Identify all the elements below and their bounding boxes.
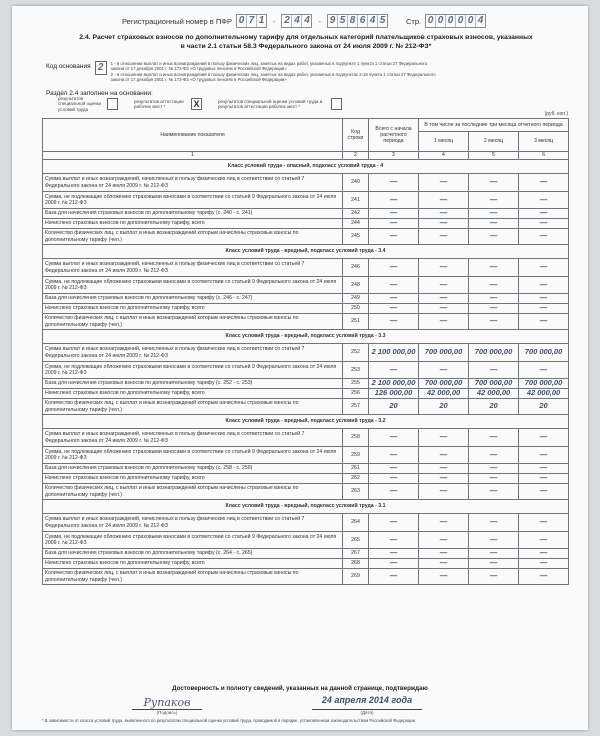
- value-cell[interactable]: —: [419, 192, 469, 209]
- row-code: 245: [343, 229, 369, 245]
- value-cell[interactable]: —: [369, 569, 419, 585]
- value-cell[interactable]: 700 000,00: [519, 379, 569, 389]
- digit-cell[interactable]: 4: [304, 15, 310, 26]
- razdel-option-label: результатов специальной оценки условий труда: [58, 96, 102, 112]
- value-cell[interactable]: —: [469, 294, 519, 304]
- value-cell[interactable]: —: [369, 304, 419, 314]
- value-cell[interactable]: —: [369, 464, 419, 474]
- value-cell[interactable]: —: [519, 294, 569, 304]
- table-row: [43, 259, 569, 277]
- date-value[interactable]: 24 апреля 2014 года: [321, 695, 413, 705]
- row-name: Начислено страховых взносов по дополнительному тарифу, всего: [43, 219, 343, 229]
- reg-dash: -: [272, 16, 276, 26]
- table-row: [43, 532, 569, 549]
- row-code: 244: [343, 219, 369, 229]
- value-cell[interactable]: —: [419, 532, 469, 549]
- section-title: Класс условий труда - вредный, подкласс условий труда - 3.4: [43, 245, 569, 259]
- digit-cell[interactable]: 5: [338, 15, 348, 27]
- row-name: Сумма, не подлежащие обложению страховыми взносами в соответствии со статьей 9 Федерального закона от 24 июля 2009 г. № 212-ФЗ: [43, 447, 343, 464]
- row-code: 241: [343, 192, 369, 209]
- header-total: Всего с начала расчетного периода: [369, 119, 419, 152]
- razdel-option-sout[interactable]: [58, 96, 118, 112]
- row-name: Начислено страховых взносов по дополнительному тарифу, всего: [43, 304, 343, 314]
- footnote: * В зависимости от класса условий труда, выявленного по результатам специальной оценки условий труда, проводимой в порядке, установленном законодательством Российской Федерации.: [42, 718, 417, 723]
- header-month-1: 1 месяц: [419, 132, 469, 152]
- row-code: 261: [343, 464, 369, 474]
- row-code: 240: [343, 174, 369, 192]
- digit-cell[interactable]: 9: [328, 15, 338, 27]
- form-page: [12, 6, 588, 730]
- digit-cell[interactable]: 0: [466, 15, 476, 27]
- row-name: База для начисления страховых взносов по дополнительному тарифу (с. 252 - с. 253): [43, 379, 343, 389]
- signature-caption: (Подпись): [132, 709, 202, 715]
- value-cell[interactable]: —: [369, 474, 419, 484]
- row-name: Количество физических лиц, с выплат и иных вознаграждений которым начислены страховые взносы по дополнительному тарифу (чел.): [43, 484, 343, 500]
- section-title: Класс условий труда - вредный, подкласс условий труда - 3.3: [43, 330, 569, 344]
- razdel-checkbox[interactable]: [331, 98, 342, 110]
- value-cell[interactable]: —: [519, 314, 569, 330]
- value-cell[interactable]: —: [419, 549, 469, 559]
- value-cell[interactable]: —: [469, 464, 519, 474]
- header-month-2: 2 месяц: [469, 132, 519, 152]
- value-cell[interactable]: —: [519, 229, 569, 245]
- page-number: [425, 14, 486, 28]
- basis-code-value[interactable]: 2: [95, 61, 107, 75]
- section-header-row: [43, 330, 569, 344]
- value-cell[interactable]: —: [369, 362, 419, 379]
- value-cell[interactable]: —: [469, 229, 519, 245]
- row-code: 257: [343, 399, 369, 415]
- value-cell[interactable]: —: [419, 447, 469, 464]
- row-name: Количество физических лиц, с выплат и иных вознаграждений которым начислены страховые взносы по дополнительному тарифу (чел.): [43, 314, 343, 330]
- row-name: База для начисления страховых взносов по дополнительному тарифу (с. 258 - с. 259): [43, 464, 343, 474]
- row-code: 242: [343, 209, 369, 219]
- row-name: Количество физических лиц, с выплат и иных вознаграждений которым начислены страховые взносы по дополнительному тарифу (чел.): [43, 229, 343, 245]
- date-caption: (Дата): [312, 709, 422, 715]
- page-label: Стр.: [405, 16, 422, 26]
- section-header-row: [43, 160, 569, 174]
- value-cell[interactable]: —: [469, 219, 519, 229]
- value-cell[interactable]: —: [369, 559, 419, 569]
- table-row: [43, 344, 569, 362]
- row-name: Количество физических лиц, с выплат и иных вознаграждений которым начислены страховые взносы по дополнительному тарифу (чел.): [43, 399, 343, 415]
- value-cell[interactable]: —: [369, 549, 419, 559]
- value-cell[interactable]: 2 100 000,00: [369, 379, 419, 389]
- table-row: [43, 362, 569, 379]
- value-cell[interactable]: —: [469, 514, 519, 532]
- row-name: Сумма выплат и иных вознаграждений, начисленных в пользу физических лиц в соответствии со статьей 7 Федерального закона от 24 июля 2009 г. № 212-ФЗ: [43, 429, 343, 447]
- value-cell[interactable]: —: [469, 192, 519, 209]
- razdel-option-label: результатов аттестации рабочих мест *: [134, 98, 184, 109]
- value-cell[interactable]: 700 000,00: [519, 344, 569, 362]
- table-row: [43, 209, 569, 219]
- header-name: Наименование показателя: [43, 119, 343, 152]
- table-row: [43, 464, 569, 474]
- value-cell[interactable]: —: [419, 362, 469, 379]
- digit-cell[interactable]: 1: [258, 15, 265, 26]
- value-cell[interactable]: —: [469, 559, 519, 569]
- row-code: 256: [343, 389, 369, 399]
- section-title: [42, 34, 570, 51]
- value-cell[interactable]: —: [519, 277, 569, 294]
- value-cell[interactable]: —: [519, 219, 569, 229]
- value-cell[interactable]: —: [369, 209, 419, 219]
- table-row: [43, 174, 569, 192]
- title-line-1: 2.4. Расчет страховых взносов по дополнительному тарифу для отдельных категорий плательщиков страховых взносов, указанных: [79, 34, 533, 41]
- value-cell[interactable]: —: [369, 514, 419, 532]
- digit-cell[interactable]: 5: [379, 15, 386, 26]
- row-code: 255: [343, 379, 369, 389]
- row-name: Количество физических лиц, с выплат и иных вознаграждений которым начислены страховые взносы по дополнительному тарифу (чел.): [43, 569, 343, 585]
- reg-group-2: [281, 14, 312, 28]
- table-row: [43, 484, 569, 500]
- value-cell[interactable]: —: [469, 429, 519, 447]
- value-cell[interactable]: 700 000,00: [469, 379, 519, 389]
- value-cell[interactable]: —: [369, 277, 419, 294]
- value-cell[interactable]: —: [519, 174, 569, 192]
- section-title: Класс условий труда - опасный, подкласс условий труда - 4: [43, 160, 569, 174]
- value-cell[interactable]: —: [469, 362, 519, 379]
- table-row: [43, 429, 569, 447]
- section-header-row: [43, 245, 569, 259]
- row-code: 252: [343, 344, 369, 362]
- header-code: Код строки: [343, 119, 369, 152]
- value-cell[interactable]: —: [469, 484, 519, 500]
- row-name: Сумма выплат и иных вознаграждений, начисленных в пользу физических лиц в соответствии со статьей 7 Федерального закона от 24 июля 2009 г. № 212-ФЗ: [43, 174, 343, 192]
- table-row: [43, 314, 569, 330]
- table-row: [43, 229, 569, 245]
- row-name: Сумма выплат и иных вознаграждений, начисленных в пользу физических лиц в соответствии со статьей 7 Федерального закона от 24 июля 2009 г. № 212-ФЗ: [43, 259, 343, 277]
- header-last3: В том числе за последние три месяца отчетного периода: [419, 119, 569, 132]
- value-cell[interactable]: —: [469, 314, 519, 330]
- value-cell[interactable]: 700 000,00: [419, 379, 469, 389]
- value-cell[interactable]: 700 000,00: [469, 344, 519, 362]
- section-header-row: [43, 415, 569, 429]
- value-cell[interactable]: —: [419, 559, 469, 569]
- row-code: 259: [343, 447, 369, 464]
- value-cell[interactable]: —: [419, 484, 469, 500]
- reg-group-3: [327, 14, 388, 28]
- digit-cell[interactable]: 8: [348, 15, 358, 27]
- value-cell[interactable]: 42 000,00: [469, 389, 519, 399]
- registration-number: [122, 14, 486, 28]
- table-row: [43, 514, 569, 532]
- value-cell[interactable]: —: [419, 474, 469, 484]
- col-number: 5: [469, 152, 519, 160]
- value-cell[interactable]: —: [369, 447, 419, 464]
- table-row: [43, 549, 569, 559]
- value-cell[interactable]: —: [519, 559, 569, 569]
- digit-cell[interactable]: 0: [426, 15, 436, 27]
- value-cell[interactable]: —: [369, 174, 419, 192]
- basis-option-1: 1 - в отношении выплат и иных вознаграждений в пользу физических лиц, занятых на видах работ, указанных в подпункте 1 пункта 1 статьи 27 Федерального закона от 17 декабря 2001 г. № 173-ФЗ «О трудовых пенсиях в Российской Федерации»: [110, 61, 428, 72]
- value-cell[interactable]: —: [469, 532, 519, 549]
- table-row: [43, 219, 569, 229]
- value-cell[interactable]: —: [369, 192, 419, 209]
- row-code: 262: [343, 474, 369, 484]
- row-code: 264: [343, 514, 369, 532]
- section-title: Класс условий труда - вредный, подкласс условий труда - 3.1: [43, 500, 569, 514]
- row-code: 263: [343, 484, 369, 500]
- value-cell[interactable]: —: [419, 259, 469, 277]
- razdel-option-label: результатов специальной оценки условий труда и результатов аттестации рабочих мест *: [218, 98, 323, 109]
- value-cell[interactable]: 42 000,00: [419, 389, 469, 399]
- col-number: 4: [419, 152, 469, 160]
- value-cell[interactable]: —: [469, 474, 519, 484]
- value-cell[interactable]: —: [519, 549, 569, 559]
- value-cell[interactable]: —: [369, 484, 419, 500]
- value-cell[interactable]: —: [469, 277, 519, 294]
- table-row: [43, 399, 569, 415]
- section-title: Класс условий труда - вредный, подкласс условий труда - 3.2: [43, 415, 569, 429]
- row-code: 251: [343, 314, 369, 330]
- razdel-label: Раздел 2.4 заполнен на основании:: [46, 90, 153, 97]
- value-cell[interactable]: —: [419, 304, 469, 314]
- row-name: Сумма выплат и иных вознаграждений, начисленных в пользу физических лиц в соответствии со статьей 7 Федерального закона от 24 июля 2009 г. № 212-ФЗ: [43, 344, 343, 362]
- value-cell[interactable]: 42 000,00: [519, 389, 569, 399]
- table-row: [43, 192, 569, 209]
- value-cell[interactable]: —: [419, 514, 469, 532]
- value-cell[interactable]: —: [469, 304, 519, 314]
- digit-cell[interactable]: 0: [456, 15, 466, 27]
- value-cell[interactable]: —: [519, 304, 569, 314]
- row-code: 253: [343, 362, 369, 379]
- value-cell[interactable]: 20: [519, 399, 569, 415]
- razdel-option-attestation[interactable]: [134, 96, 202, 112]
- section-header-row: [43, 500, 569, 514]
- row-name: База для начисления страховых взносов по дополнительному тарифу (с. 246 - с. 247): [43, 294, 343, 304]
- header-month-3: 3 месяц: [519, 132, 569, 152]
- digit-cell[interactable]: 0: [446, 15, 456, 27]
- digit-cell[interactable]: 4: [292, 15, 302, 27]
- value-cell[interactable]: —: [469, 569, 519, 585]
- value-cell[interactable]: —: [469, 174, 519, 192]
- reg-label: Регистрационный номер в ПФР: [122, 16, 232, 26]
- row-code: 269: [343, 569, 369, 585]
- value-cell[interactable]: —: [519, 484, 569, 500]
- value-cell[interactable]: —: [369, 429, 419, 447]
- value-cell[interactable]: —: [369, 314, 419, 330]
- row-code: 246: [343, 259, 369, 277]
- table-row: [43, 474, 569, 484]
- digit-cell[interactable]: 6: [358, 15, 368, 27]
- value-cell[interactable]: —: [369, 259, 419, 277]
- value-cell[interactable]: 20: [419, 399, 469, 415]
- value-cell[interactable]: —: [369, 532, 419, 549]
- currency-note: (руб. коп.): [544, 111, 568, 117]
- value-cell[interactable]: —: [469, 259, 519, 277]
- table-row: [43, 389, 569, 399]
- value-cell[interactable]: —: [519, 429, 569, 447]
- value-cell[interactable]: —: [469, 549, 519, 559]
- row-name: Начислено страховых взносов по дополнительному тарифу, всего: [43, 389, 343, 399]
- table-row: [43, 379, 569, 389]
- table-body: [43, 160, 569, 585]
- value-cell[interactable]: —: [419, 229, 469, 245]
- row-name: Сумма, не подлежащие обложению страховыми взносами в соответствии со статьей 9 Федерального закона от 24 июля 2009 г. № 212-ФЗ: [43, 192, 343, 209]
- value-cell[interactable]: —: [419, 429, 469, 447]
- value-cell[interactable]: —: [419, 294, 469, 304]
- value-cell[interactable]: —: [419, 569, 469, 585]
- value-cell[interactable]: —: [519, 514, 569, 532]
- value-cell[interactable]: —: [519, 569, 569, 585]
- row-name: База для начисления страховых взносов по дополнительному тарифу (с. 264 - с. 265): [43, 549, 343, 559]
- col-number: 3: [369, 152, 419, 160]
- row-name: База для начисления страховых взносов по дополнительному тарифу (с. 240 - с. 241): [43, 209, 343, 219]
- digit-cell[interactable]: 2: [282, 15, 292, 27]
- value-cell[interactable]: —: [419, 174, 469, 192]
- razdel-checkbox-checked[interactable]: X: [191, 98, 202, 110]
- value-cell[interactable]: —: [369, 229, 419, 245]
- row-code: 267: [343, 549, 369, 559]
- value-cell[interactable]: —: [519, 362, 569, 379]
- razdel-checkbox[interactable]: [107, 98, 118, 110]
- value-cell[interactable]: —: [519, 532, 569, 549]
- table-row: [43, 294, 569, 304]
- row-name: Начислено страховых взносов по дополнительному тарифу, всего: [43, 474, 343, 484]
- row-code: 248: [343, 277, 369, 294]
- digit-cell[interactable]: 4: [477, 15, 484, 26]
- razdel-options: [58, 96, 342, 112]
- col-number: 2: [343, 152, 369, 160]
- row-code: 265: [343, 532, 369, 549]
- digit-cell[interactable]: 0: [436, 15, 446, 27]
- table-row: [43, 277, 569, 294]
- razdel-option-both[interactable]: [218, 96, 342, 112]
- digit-cell[interactable]: 7: [247, 15, 257, 27]
- row-name: Начислено страховых взносов по дополнительному тарифу, всего: [43, 559, 343, 569]
- row-code: 268: [343, 559, 369, 569]
- basis-option-2: 2 - в отношении выплат и иных вознаграждений в пользу физических лиц, занятых на видах работ, указанных в подпунктах 2-18 пункта 1 статьи 27 Федерального закона от 17 декабря 2001 г. № 173-ФЗ «О трудовых пенсиях в Российской Федерации»: [110, 71, 436, 83]
- value-cell[interactable]: —: [519, 209, 569, 219]
- value-cell[interactable]: —: [419, 209, 469, 219]
- table-row: [43, 447, 569, 464]
- value-cell[interactable]: —: [519, 447, 569, 464]
- row-code: 250: [343, 304, 369, 314]
- value-cell[interactable]: —: [369, 294, 419, 304]
- row-name: Сумма, не подлежащие обложению страховыми взносами в соответствии со статьей 9 Федерального закона от 24 июля 2009 г. № 212-ФЗ: [43, 277, 343, 294]
- value-cell[interactable]: 126 000,00: [369, 389, 419, 399]
- value-cell[interactable]: 20: [469, 399, 519, 415]
- digit-cell[interactable]: 4: [368, 15, 378, 27]
- row-code: 258: [343, 429, 369, 447]
- value-cell[interactable]: —: [469, 209, 519, 219]
- row-code: 249: [343, 294, 369, 304]
- value-cell[interactable]: —: [369, 219, 419, 229]
- value-cell[interactable]: 20: [369, 399, 419, 415]
- row-name: Сумма, не подлежащие обложению страховыми взносами в соответствии со статьей 9 Федерального закона от 24 июля 2009 г. № 212-ФЗ: [43, 362, 343, 379]
- reg-group-1: [236, 14, 267, 28]
- value-cell[interactable]: —: [419, 464, 469, 474]
- table-row: [43, 304, 569, 314]
- contribution-table: [42, 118, 569, 585]
- basis-code-options: [111, 61, 441, 83]
- value-cell[interactable]: 700 000,00: [419, 344, 469, 362]
- col-number: 1: [43, 152, 343, 160]
- basis-code-label: Код основания: [46, 63, 91, 70]
- value-cell[interactable]: —: [419, 219, 469, 229]
- value-cell[interactable]: —: [419, 277, 469, 294]
- value-cell[interactable]: —: [519, 474, 569, 484]
- value-cell[interactable]: —: [469, 447, 519, 464]
- row-name: Сумма выплат и иных вознаграждений, начисленных в пользу физических лиц в соответствии со статьей 7 Федерального закона от 24 июля 2009 г. № 212-ФЗ: [43, 514, 343, 532]
- basis-code: [46, 61, 441, 83]
- value-cell[interactable]: —: [519, 192, 569, 209]
- confirmation-text: Достоверность и полноту сведений, указанных на данной странице, подтверждаю: [172, 685, 428, 692]
- value-cell[interactable]: —: [519, 259, 569, 277]
- value-cell[interactable]: —: [519, 464, 569, 474]
- value-cell[interactable]: —: [419, 314, 469, 330]
- reg-dash: -: [318, 16, 321, 26]
- col-number: 6: [519, 152, 569, 160]
- row-name: Сумма, не подлежащие обложению страховыми взносами в соответствии со статьей 9 Федерального закона от 24 июля 2009 г. № 212-ФЗ: [43, 532, 343, 549]
- signature: Рупаков: [143, 696, 191, 709]
- digit-cell[interactable]: 0: [237, 15, 247, 27]
- table-row: [43, 569, 569, 585]
- table-row: [43, 559, 569, 569]
- title-line-2: в части 2.1 статьи 58.3 Федерального закона от 24 июля 2009 г. № 212-ФЗ*: [180, 42, 432, 50]
- value-cell[interactable]: 2 100 000,00: [369, 344, 419, 362]
